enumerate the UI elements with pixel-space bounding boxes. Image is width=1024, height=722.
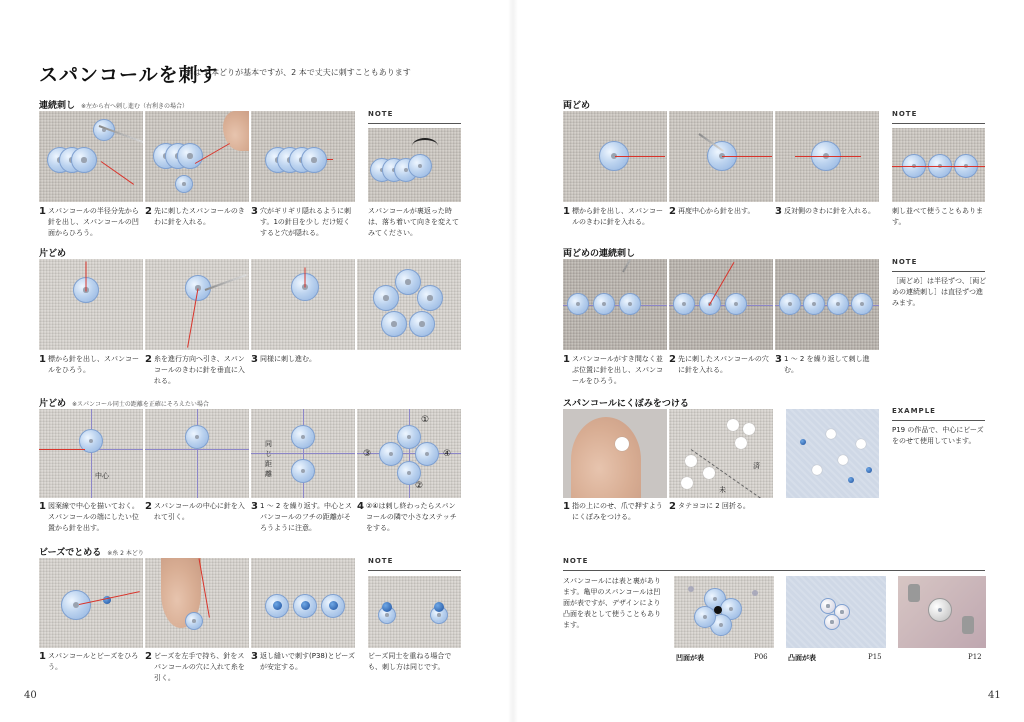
note-rule xyxy=(368,123,461,124)
caption-double-cont-2: 2 先に刺したスパンコールの穴に針を入れる。 xyxy=(669,354,769,374)
section-heading-text: 片どめ xyxy=(39,399,67,409)
note-rule xyxy=(563,570,985,571)
section-heading-bead xyxy=(39,545,144,558)
section-heading-text: ビーズでとめる xyxy=(39,548,102,558)
photo-single-step-2 xyxy=(145,259,249,350)
caption-precise-3: 3 1 ～ 2 を繰り返す。中心とスパンコールのフチの距離がそろうように注意。 xyxy=(251,501,353,532)
note-text-bead: ビーズ同士を重ねる場合でも、刺し方は同じです。 xyxy=(368,652,452,671)
photo-note-flip xyxy=(368,128,461,202)
photo-bead-step-3 xyxy=(251,558,355,648)
note-rule xyxy=(892,271,985,272)
anno-same-distance: 同じ距離 xyxy=(265,440,272,478)
example-heading: EXAMPLE xyxy=(892,407,936,415)
photo-label-concave: 凹面が表 xyxy=(676,654,704,662)
caption-continuous-1: 1 スパンコールの半径分先から針を出し、スパンコールの凹面からひろう。 xyxy=(39,206,139,237)
caption-precise-2: 2 スパンコールの中心に針を入れて引く。 xyxy=(145,501,245,521)
caption-precise-1: 1 図案線で中心を描いておく。スパンコールの端にしたい位置から針を出す。 xyxy=(39,501,139,532)
section-heading-double-continuous: 両どめの連続刺し xyxy=(563,249,636,259)
page-number-left: 40 xyxy=(24,690,37,701)
caption-dimple-2: 2 タテヨコに 2 回折る。 xyxy=(669,501,750,512)
photo-double-step-3 xyxy=(775,111,879,202)
section-heading-double: 両どめ xyxy=(563,101,591,111)
page-subtitle: 糸は 1 本どりが基本ですが、2 本で丈夫に刺すこともあります xyxy=(185,68,411,77)
photo-dimple-step-1 xyxy=(563,409,667,498)
photo-note-bead-stack xyxy=(368,576,461,648)
photo-dimple-step-2 xyxy=(669,409,773,498)
section-heading-text: 連続刺し xyxy=(39,101,76,111)
note-rule xyxy=(892,123,985,124)
photo-continuous-step-3 xyxy=(251,111,355,202)
photo-jewelry xyxy=(898,576,986,648)
circle-label-4: ④ xyxy=(443,449,452,459)
page-number-right: 41 xyxy=(988,690,1001,701)
photo-precise-step-1 xyxy=(39,409,143,498)
photo-page-jewelry: P12 xyxy=(968,653,982,661)
caption-precise-4: 4 ②④は刺し終わったらスパンコールの隣で小さなステッチをする。 xyxy=(357,501,457,532)
note-heading-double: NOTE xyxy=(892,110,918,118)
caption-double-1: 1 標から針を出し、スパンコールのきわに針を入れる。 xyxy=(563,206,663,226)
example-text: P19 の作品で、中心にビーズをのせて使用しています。 xyxy=(892,426,984,445)
note-heading-face: NOTE xyxy=(563,557,589,565)
circle-label-3: ③ xyxy=(363,449,372,459)
photo-double-cont-step-2 xyxy=(669,259,773,350)
anno-not-done: 未 xyxy=(719,486,726,494)
caption-continuous-2: 2 先に刺したスパンコールのきわに針を入れる。 xyxy=(145,206,245,226)
photo-bead-step-2 xyxy=(145,558,249,648)
caption-single-2: 2 糸を進行方向へ引き、スパンコールのきわに針を垂直に入れる。 xyxy=(145,354,245,385)
page-title: スパンコールを刺す xyxy=(39,64,219,86)
photo-page-concave: P06 xyxy=(754,653,768,661)
caption-bead-3: 3 返し縫いで刺す(P38)とビーズが安定する。 xyxy=(251,651,355,671)
section-heading-continuous xyxy=(39,98,188,111)
circle-label-1: ① xyxy=(421,415,430,425)
circle-label-2: ② xyxy=(415,481,424,491)
caption-single-3: 3 同様に刺し進む。 xyxy=(251,354,316,365)
gutter-shadow xyxy=(508,0,518,722)
photo-page-convex: P15 xyxy=(868,653,882,661)
photo-label-convex: 凸面が表 xyxy=(788,654,816,662)
caption-double-cont-1: 1 スパンコールがすき間なく並ぶ位置に針を出し、スパンコールをひろう。 xyxy=(563,354,663,385)
note-heading-continuous: NOTE xyxy=(368,110,394,118)
photo-precise-step-2 xyxy=(145,409,249,498)
photo-precise-step-3 xyxy=(251,409,355,498)
photo-double-cont-step-1 xyxy=(563,259,667,350)
photo-double-step-1 xyxy=(563,111,667,202)
note-text-continuous: スパンコールが裏返った時は、落ち着いて向きを変えてみてください。 xyxy=(368,207,459,237)
photo-continuous-step-2 xyxy=(145,111,249,202)
anno-center: 中心 xyxy=(95,472,109,480)
section-heading-note: ※スパンコール同士の距離を正確にそろえたい場合 xyxy=(72,401,209,408)
note-heading-bead: NOTE xyxy=(368,557,394,565)
note-heading-double-cont: NOTE xyxy=(892,258,918,266)
note-rule xyxy=(892,420,985,421)
photo-example-work xyxy=(786,409,879,498)
photo-bead-step-1 xyxy=(39,558,143,648)
photo-precise-step-4 xyxy=(357,409,461,498)
photo-single-flower xyxy=(357,259,461,350)
photo-concave-face xyxy=(674,576,774,648)
photo-convex-face xyxy=(786,576,886,648)
caption-continuous-3: 3 穴がギリギリ隠れるように刺す。1の針目を少し だけ短くすると穴が隠れる。 xyxy=(251,206,351,237)
photo-single-step-3 xyxy=(251,259,355,350)
photo-note-double-row xyxy=(892,128,985,202)
caption-dimple-1: 1 指の上にのせ、爪で押すようにくぼみをつける。 xyxy=(563,501,663,521)
caption-single-1: 1 標から針を出し、スパンコールをひろう。 xyxy=(39,354,139,374)
photo-double-cont-step-3 xyxy=(775,259,879,350)
photo-double-step-2 xyxy=(669,111,773,202)
anno-done: 済 xyxy=(753,462,760,470)
caption-double-2: 2 再度中心から針を出す。 xyxy=(669,206,755,217)
note-text-face: スパンコールには表と裏があります。亀甲のスパンコールは凹面が表ですが、デザインにより凸面を表として使うこともあります。 xyxy=(563,577,661,629)
caption-double-cont-3: 3 1 ～ 2 を繰り返して刺し進む。 xyxy=(775,354,870,374)
section-heading-note: ※左から右へ刺し進む（右利きの場合） xyxy=(81,103,189,110)
photo-single-step-1 xyxy=(39,259,143,350)
note-text-double: 刺し並べて使うこともあります。 xyxy=(892,207,983,226)
section-heading-note: ※糸 2 本どり xyxy=(107,550,144,557)
caption-bead-1: 1 スパンコールとビーズをひろう。 xyxy=(39,651,139,671)
note-rule xyxy=(368,570,461,571)
caption-bead-2: 2 ビーズを左手で持ち、針をスパンコールの穴に入れて糸を引く。 xyxy=(145,651,245,682)
photo-continuous-step-1 xyxy=(39,111,143,202)
section-heading-dimple: スパンコールにくぼみをつける xyxy=(563,399,689,409)
section-heading-single: 片どめ xyxy=(39,249,67,259)
section-heading-single-precise xyxy=(39,396,209,409)
caption-double-3: 3 反対側のきわに針を入れる。 xyxy=(775,206,875,217)
note-text-double-cont: ［両どめ］は半径ずつ、［両どめの連続刺し］は直径ずつ進みます。 xyxy=(892,277,987,307)
